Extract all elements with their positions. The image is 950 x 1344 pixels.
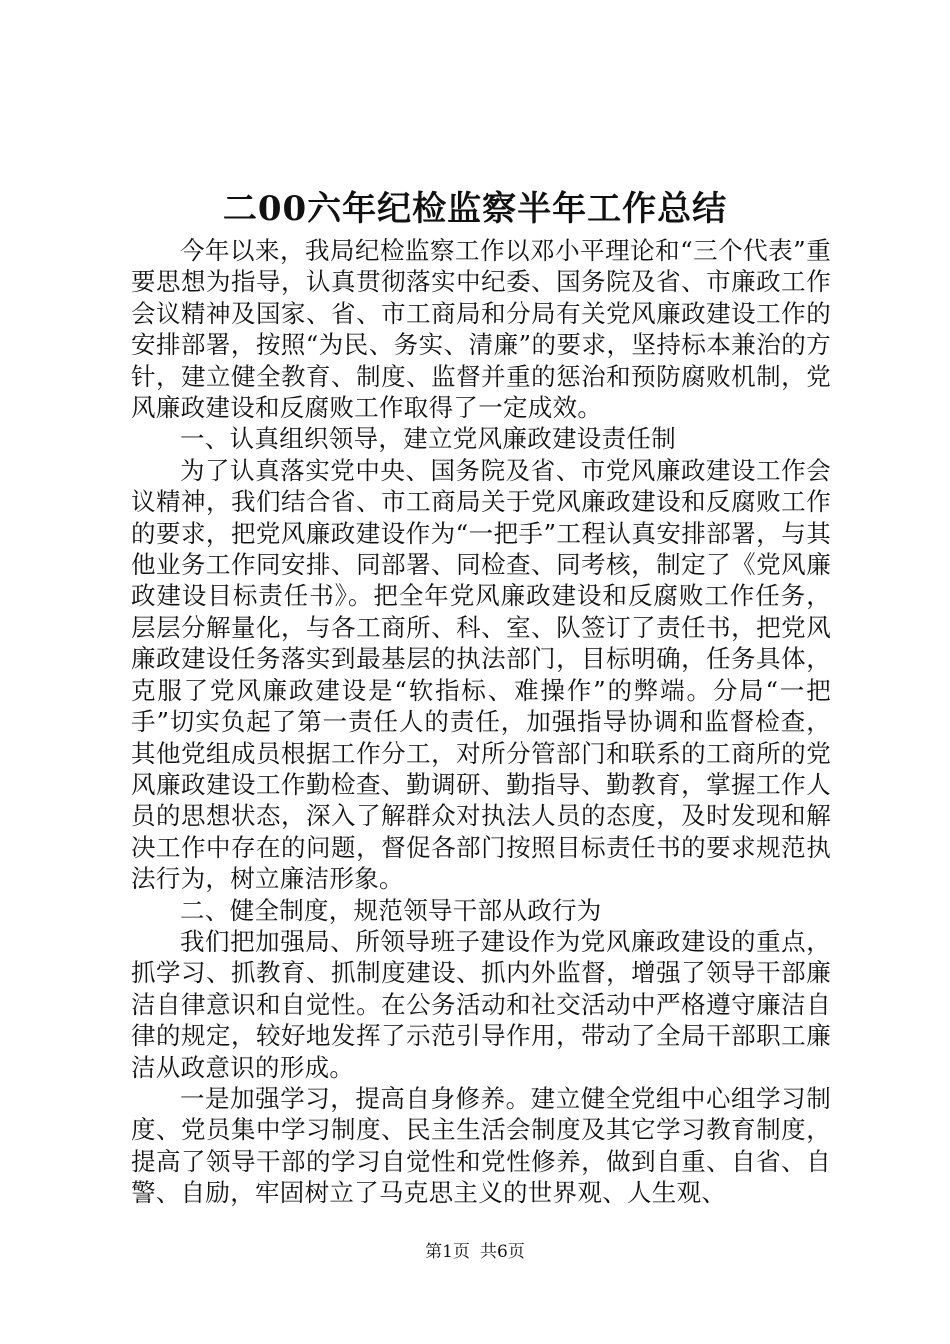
page-number: 第1页 — [425, 1242, 470, 1262]
paragraph-section-1: 为了认真落实党中央、国务院及省、市党风廉政建设工作会议精神，我们结合省、市工商局关于党风廉政建设和反腐败工作的要求，把党风廉政建设作为“一把手”工程认真安排部署，与其他业务工作同安排、同部署、同检查、同考核，制定了《党风廉政建设目标责任书》。把全年党风廉政建设和反腐败工作任务，层层分解量化，与各工商所、科、室、队签订了责任书，把党风廉政建设任务落实到最基层的执法部门，目标明确，任务具体，克服了党风廉政建设是“软指标、难操作”的弊端。分局“一把手”切实负起了第一责任人的责任，加强指导协调和监督检查，其他党组成员根据工作分工，对所分管部门和联系的工商所的党风廉政建设工作勤检查、勤调研、勤指导、勤教育，掌握工作人员的思想状态，深入了解群众对执法人员的态度，及时发现和解决工作中存在的问题，督促各部门按照目标责任书的要求规范执法行为，树立廉洁形象。 — [131, 455, 832, 894]
document-body — [131, 235, 831, 1209]
paragraph-section-2: 我们把加强局、所领导班子建设作为党风廉政建设的重点，抓学习、抓教育、抓制度建设、抓内外监督，增强了领导干部廉洁自律意识和自觉性。在公务活动和社交活动中严格遵守廉洁自律的规定，较好地发挥了示范引导作用，带动了全局干部职工廉洁从政意识的形成。 — [131, 926, 831, 1082]
page-footer — [0, 1240, 950, 1264]
paragraph-intro: 今年以来，我局纪检监察工作以邓小平理论和“三个代表”重要思想为指导，认真贯彻落实中纪委、国务院及省、市廉政工作会议精神及国家、省、市工商局和分局有关党风廉政建设工作的安排部署，按照“为民、务实、清廉”的要求，坚持标本兼治的方针，建立健全教育、制度、监督并重的惩治和预防腐败机制，党风廉政建设和反腐败工作取得了一定成效。 — [131, 236, 831, 423]
section-heading-1: 一、认真组织领导，建立党风廉政建设责任制 — [180, 424, 676, 454]
document-title: 二00六年纪检监察半年工作总结 — [222, 189, 728, 229]
page-total: 共6页 — [480, 1242, 525, 1262]
paragraph-point-1: 一是加强学习，提高自身修养。建立健全党组中心组学习制度、党员集中学习制度、民主生活会制度及其它学习教育制度，提高了领导干部的学习自觉性和党性修养，做到自重、自省、自警、自励，牢固树立了马克思主义的世界观、人生观、 — [131, 1083, 831, 1208]
section-heading-2: 二、健全制度，规范领导干部从政行为 — [180, 895, 602, 925]
